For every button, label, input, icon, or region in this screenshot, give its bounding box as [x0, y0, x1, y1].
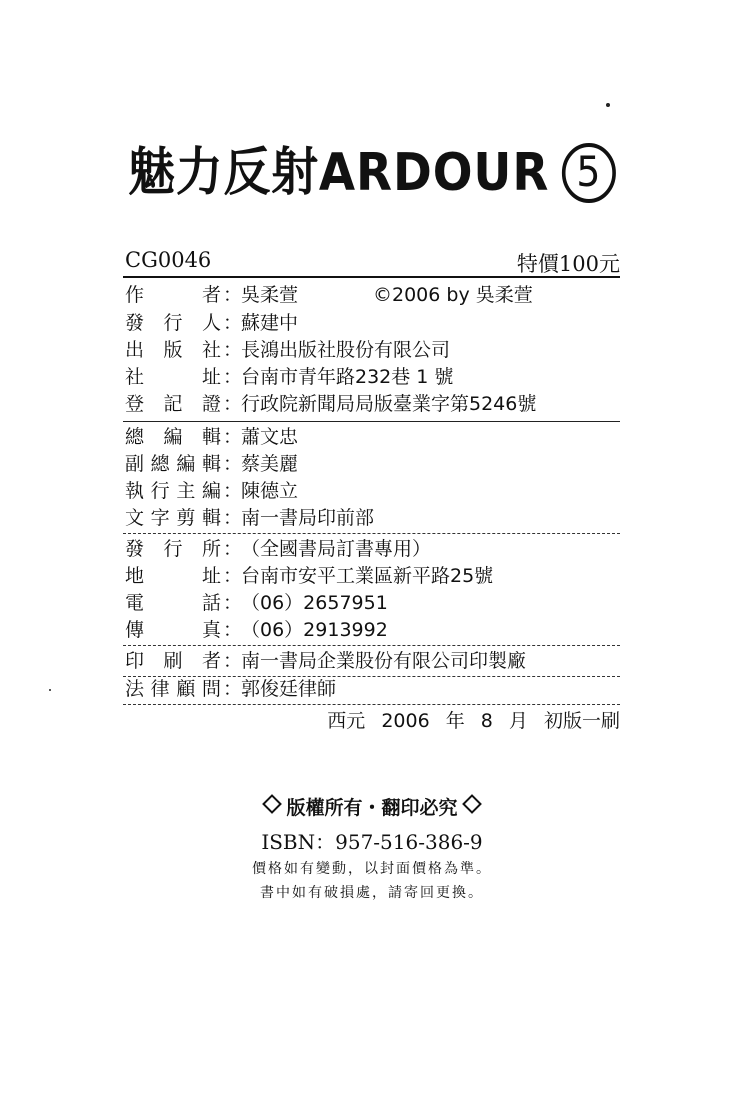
row-colon: ：: [223, 426, 243, 448]
publication-date: [123, 706, 620, 733]
info-row-printer: [123, 648, 620, 675]
row-label: 發 行 所: [125, 538, 221, 560]
row-label: 登 記 證: [125, 393, 221, 415]
row-label: 總 編 輯: [125, 426, 221, 448]
row-label: 發 行 人: [125, 312, 221, 334]
row-colon: ：: [223, 453, 243, 475]
row-colon: ：: [223, 480, 243, 502]
row-value: 吳柔萱: [241, 284, 299, 306]
row-value: 行政院新聞局局版臺業字第5246號: [241, 393, 537, 415]
row-label: 副總編輯: [125, 453, 221, 475]
row-label: 法律顧問: [125, 678, 221, 700]
diamond-icon: [263, 794, 283, 814]
divider: [123, 533, 620, 534]
row-label: 社 址: [125, 366, 221, 388]
row-colon: ：: [223, 366, 243, 388]
row-colon: ：: [223, 312, 243, 334]
info-row-legal-counsel: [123, 676, 620, 703]
price: 特價100元: [516, 252, 620, 276]
row-label: 電 話: [125, 592, 221, 614]
row-colon: ：: [223, 507, 243, 529]
rights-notice: [0, 793, 744, 820]
rights-text: 版權所有・翻印必究: [286, 797, 458, 819]
isbn: ISBN：957-516-386-9: [261, 830, 483, 854]
diamond-icon: [462, 794, 482, 814]
row-colon: ：: [223, 650, 243, 672]
info-row-publisher: [123, 310, 620, 337]
row-value: 郭俊廷律師: [241, 678, 337, 700]
row-colon: ：: [223, 565, 243, 587]
row-value: 台南市青年路232巷 1 號: [241, 366, 454, 388]
info-row-registration: [123, 391, 620, 418]
row-colon: ：: [223, 284, 243, 306]
info-row-distributor-address: [123, 563, 620, 590]
row-value: （06）2913992: [241, 619, 388, 641]
row-value: 台南市安平工業區新平路25號: [241, 565, 494, 587]
row-label: 傳 真: [125, 619, 221, 641]
info-row-deputy-editor: [123, 451, 620, 478]
info-row-author: [123, 282, 620, 309]
damage-return-note: 書中如有破損處，請寄回更換。: [260, 885, 484, 901]
row-value: 蔡美麗: [241, 453, 299, 475]
row-label: 印 刷 者: [125, 650, 221, 672]
copyright-notice: ©2006 by 吳柔萱: [373, 284, 533, 306]
date-month: 8: [480, 710, 493, 732]
row-value: 陳德立: [241, 480, 299, 502]
row-colon: ：: [223, 619, 243, 641]
book-title: [37, 130, 707, 205]
row-value: 蕭文忠: [241, 426, 299, 448]
info-row-phone: [123, 590, 620, 617]
scan-speck: [606, 103, 610, 107]
date-year: 2006: [381, 710, 430, 732]
row-colon: ：: [223, 592, 243, 614]
row-value: 長鴻出版社股份有限公司: [241, 339, 451, 361]
row-value: 南一書局企業股份有限公司印製廠: [241, 650, 527, 672]
date-month-unit: 月: [508, 710, 528, 732]
info-row-editor-in-chief: [123, 424, 620, 451]
row-label: 地 址: [125, 565, 221, 587]
divider: [123, 421, 620, 422]
row-colon: ：: [223, 393, 243, 415]
divider: [123, 704, 620, 705]
row-colon: ：: [223, 339, 243, 361]
info-row-text-editing: [123, 505, 620, 532]
date-year-unit: 年: [445, 710, 465, 732]
date-era: 西元: [327, 710, 366, 732]
info-row-fax: [123, 617, 620, 644]
row-label: 執行主編: [125, 480, 221, 502]
divider: [123, 645, 620, 646]
row-label: 作 者: [125, 284, 221, 306]
title-text: 魅力反射ARDOUR: [128, 143, 550, 203]
scan-speck: [49, 689, 51, 691]
row-label: 文字剪輯: [125, 507, 221, 529]
catalog-header: [123, 246, 620, 278]
row-value: 南一書局印前部: [241, 507, 375, 529]
price-change-note: 價格如有變動，以封面價格為準。: [252, 861, 492, 877]
row-value: （全國書局訂書專用）: [241, 538, 432, 560]
row-value: （06）2657951: [241, 592, 388, 614]
row-colon: ：: [223, 538, 243, 560]
info-row-distributor: [123, 536, 620, 563]
info-row-press-address: [123, 364, 620, 391]
info-row-press: [123, 337, 620, 364]
row-value: 蘇建中: [241, 312, 299, 334]
row-label: 出 版 社: [125, 339, 221, 361]
catalog-code: CG0046: [125, 248, 212, 272]
row-colon: ：: [223, 678, 243, 700]
edition: 初版一刷: [543, 710, 620, 732]
info-row-executive-editor: [123, 478, 620, 505]
volume-number: 5: [562, 143, 616, 203]
